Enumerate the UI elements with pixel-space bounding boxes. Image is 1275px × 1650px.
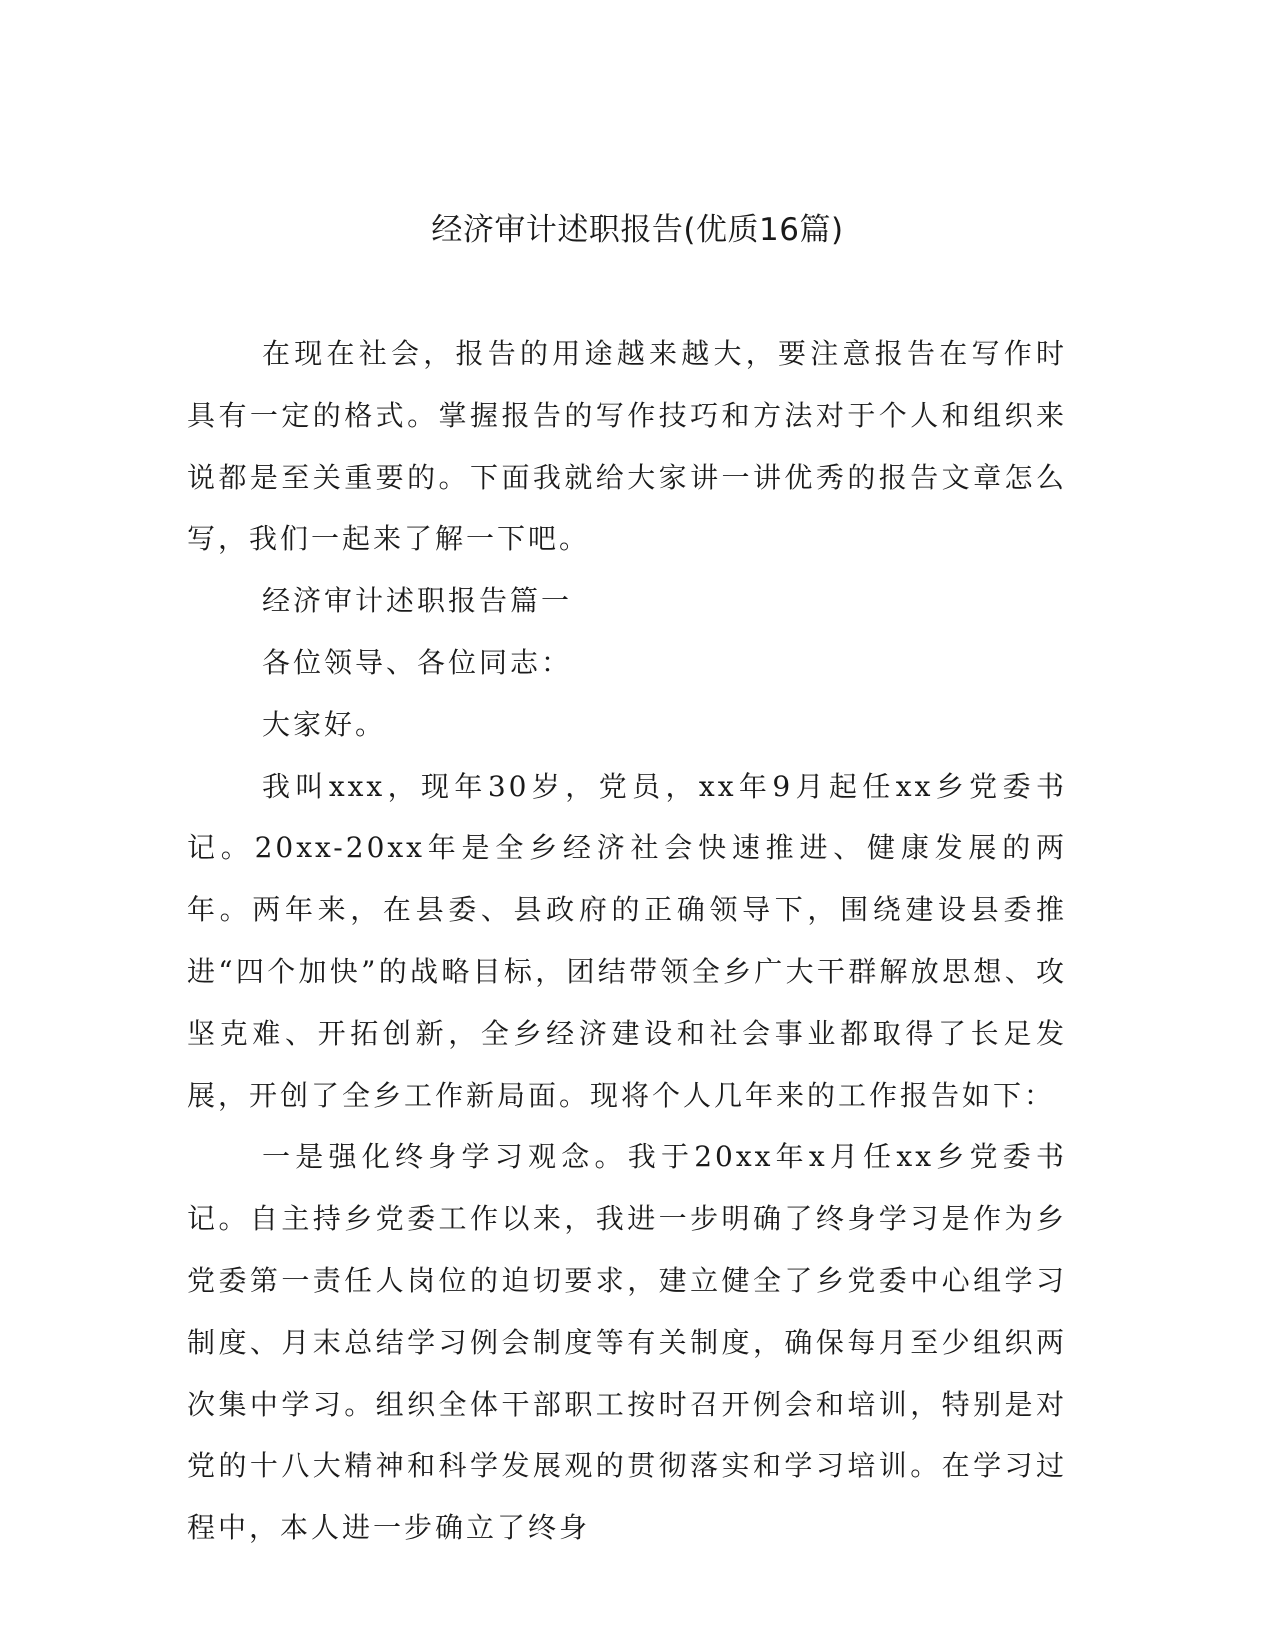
section-heading: 经济审计述职报告篇一	[262, 584, 573, 618]
greeting: 大家好。	[262, 707, 387, 741]
body-paragraph: 一是强化终身学习观念。我于20xx年x月任xx乡党委书记。自主持乡党委工作以来，我进一步明确了终身学习是作为乡党委第一责任人岗位的迫切要求，建立健全了乡党委中心组学习制度、月末总结学习例会制度等有关制度，确保每月至少组织两次集中学习。组织全体干部职工按时召开例会和培训，特别是对党的十八大精神和科学发展观的贯彻落实和学习培训。在学习过程中，本人进一步确立了终身	[187, 1140, 1067, 1545]
document-body	[187, 323, 1067, 1559]
document-title: 经济审计述职报告(优质16篇)	[431, 212, 844, 248]
salutation: 各位领导、各位同志：	[262, 645, 573, 679]
body-paragraph: 我叫xxx，现年30岁，党员，xx年9月起任xx乡党委书记。20xx-20xx年是全乡经济社会快速推进、健康发展的两年。两年来，在县委、县政府的正确领导下，围绕建设县委推进“四个加快”的战略目标，团结带领全乡广大干群解放思想、攻坚克难、开拓创新，全乡经济建设和社会事业都取得了长足发展，开创了全乡工作新局面。现将个人几年来的工作报告如下：	[187, 769, 1067, 1112]
intro-paragraph: 在现在社会，报告的用途越来越大，要注意报告在写作时具有一定的格式。掌握报告的写作技巧和方法对于个人和组织来说都是至关重要的。下面我就给大家讲一讲优秀的报告文章怎么写，我们一起来了解一下吧。	[187, 337, 1067, 556]
